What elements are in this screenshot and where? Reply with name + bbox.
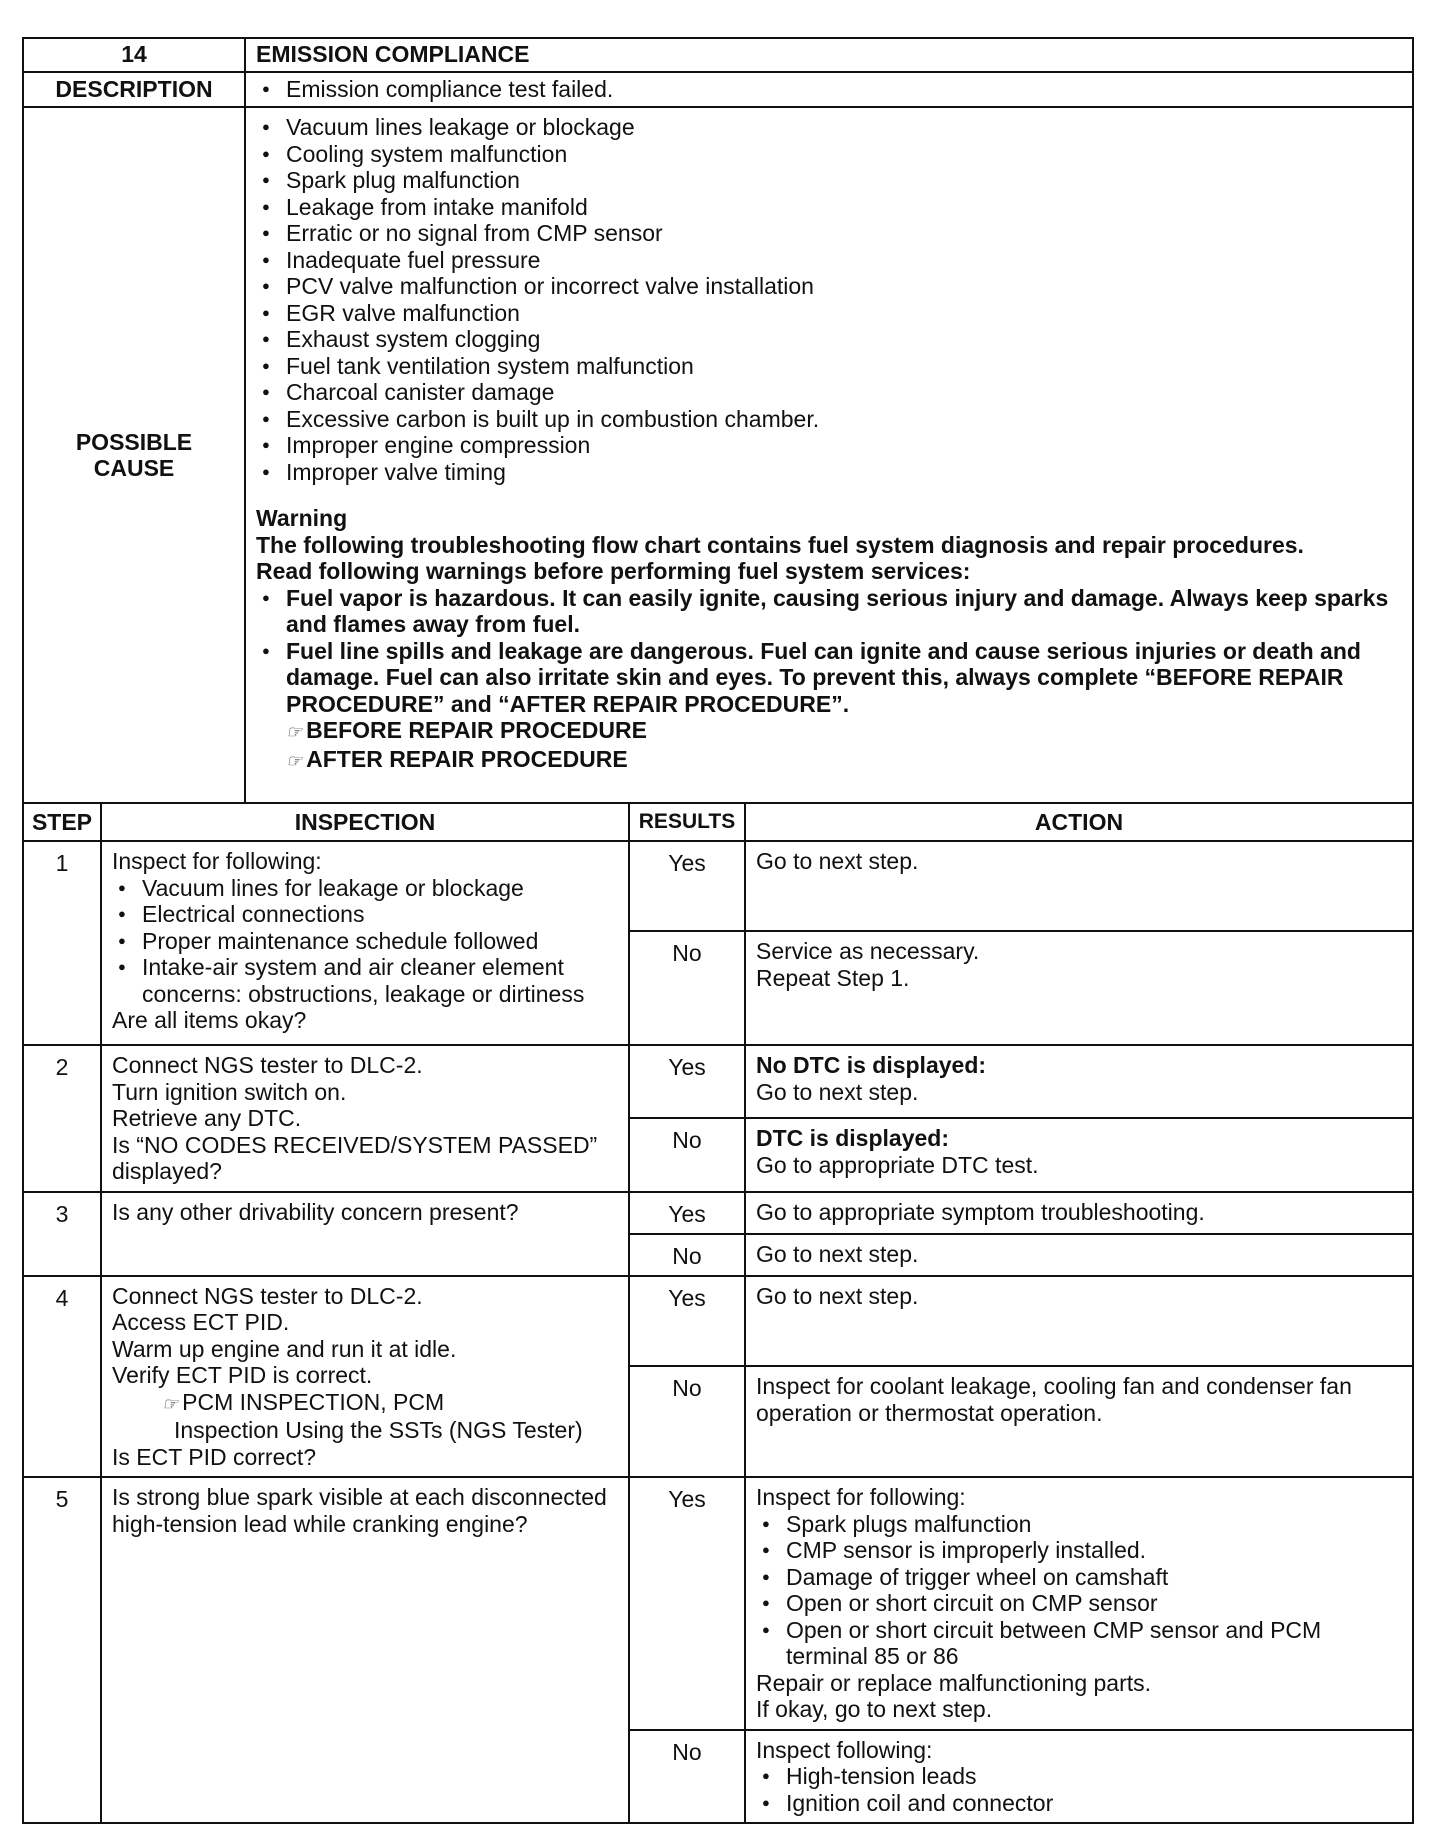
- action-item: ● Ignition coil and connector: [756, 1790, 1402, 1817]
- step-row: [23, 1477, 1413, 1730]
- inspection-list: [112, 875, 618, 1008]
- action-item: ● Open or short circuit on CMP sensor: [756, 1590, 1402, 1617]
- step-number: 2: [23, 1045, 101, 1192]
- description-list: [256, 76, 1402, 103]
- action-no: Inspect for coolant leakage, cooling fan and condenser fan operation or thermostat operation.: [745, 1366, 1413, 1477]
- result-no: No: [629, 931, 745, 1045]
- cause-item: ● Cooling system malfunction: [256, 141, 1402, 168]
- action-item: ● High-tension leads: [756, 1763, 1402, 1790]
- result-no: No: [629, 1118, 745, 1191]
- cause-item: ● Inadequate fuel pressure: [256, 247, 1402, 274]
- result-yes: Yes: [629, 841, 745, 931]
- step-header: STEP: [23, 804, 101, 841]
- step-inspection: Connect NGS tester to DLC-2. Turn ignition switch on. Retrieve any DTC. Is “NO CODES RECEIVED/SYSTEM PASSED” displayed?: [101, 1045, 629, 1192]
- cause-item: ● Charcoal canister damage: [256, 379, 1402, 406]
- warning-item: ● Fuel line spills and leakage are dangerous. Fuel can ignite and cause serious injuries or death and damage. Fuel can also irritate skin and eyes. To prevent this, always complete “BEFORE REPAIR PROCEDURE” and “AFTER REPAIR PROCEDURE”.: [256, 638, 1402, 718]
- result-yes: Yes: [629, 1045, 745, 1118]
- step-number: 1: [23, 841, 101, 1045]
- cause-item: ● EGR valve malfunction: [256, 300, 1402, 327]
- step-row: [23, 1276, 1413, 1367]
- inspection-header: INSPECTION: [101, 804, 629, 841]
- pcm-inspection-link[interactable]: ☞ PCM INSPECTION, PCM: [162, 1388, 445, 1415]
- step-number: 4: [23, 1276, 101, 1478]
- cause-item: ● Excessive carbon is built up in combustion chamber.: [256, 406, 1402, 433]
- cause-item: ● Spark plug malfunction: [256, 167, 1402, 194]
- action-yes: Inspect for following: ● Spark plugs malfunction ● CMP sensor is improperly installed. ● Damage of trigger wheel on camshaft ● Open or short circuit on CMP sensor ● Open or short circuit between CMP sensor and PCM terminal 85 or 86 Repair or replace malfunctioning parts. If okay, go to next step.: [745, 1477, 1413, 1730]
- inspection-item: ● Intake-air system and air cleaner element concerns: obstructions, leakage or dirtiness: [112, 954, 618, 1007]
- cause-item: ● Improper valve timing: [256, 459, 1402, 486]
- action-yes: Go to next step.: [745, 1276, 1413, 1367]
- after-repair-link[interactable]: ☞ AFTER REPAIR PROCEDURE: [286, 745, 628, 772]
- action-no: Go to next step.: [745, 1234, 1413, 1276]
- action-no: Inspect following: ● High-tension leads ● Ignition coil and connector: [745, 1730, 1413, 1824]
- step-number: 3: [23, 1192, 101, 1276]
- possible-cause-label: POSSIBLE CAUSE: [23, 107, 245, 803]
- action-item: ● Open or short circuit between CMP sensor and PCM terminal 85 or 86: [756, 1617, 1402, 1670]
- warning-line: Read following warnings before performing fuel system services:: [256, 558, 971, 584]
- procedure-title: EMISSION COMPLIANCE: [245, 38, 1413, 72]
- reference-hand-icon: ☞: [286, 750, 303, 771]
- step-number: 5: [23, 1477, 101, 1823]
- action-yes: Go to appropriate symptom troubleshooting.: [745, 1192, 1413, 1234]
- action-no: DTC is displayed: Go to appropriate DTC test.: [745, 1118, 1413, 1191]
- possible-cause-row: [23, 107, 1413, 803]
- troubleshooting-page: [22, 37, 1414, 1824]
- step-inspection: Is strong blue spark visible at each disconnected high-tension lead while cranking engine?: [101, 1477, 629, 1823]
- step-inspection: Connect NGS tester to DLC-2. Access ECT PID. Warm up engine and run it at idle. Verify ECT PID is correct. ☞ PCM INSPECTION, PCM Inspection Using the SSTs (NGS Tester) Is ECT PID correct?: [101, 1276, 629, 1478]
- description-item: ● Emission compliance test failed.: [256, 76, 1402, 103]
- results-header: RESULTS: [629, 804, 745, 841]
- reference-hand-icon: ☞: [286, 722, 303, 742]
- reference-hand-icon: ☞: [162, 1393, 179, 1414]
- action-item: ● Spark plugs malfunction: [756, 1511, 1402, 1538]
- cause-item: ● PCV valve malfunction or incorrect valve installation: [256, 273, 1402, 300]
- cause-item: ● Improper engine compression: [256, 432, 1402, 459]
- description-label: DESCRIPTION: [23, 72, 245, 107]
- cause-item: ● Fuel tank ventilation system malfunction: [256, 353, 1402, 380]
- step-row: [23, 841, 1413, 931]
- warning-title: Warning: [256, 505, 348, 531]
- warning-item: ● Fuel vapor is hazardous. It can easily ignite, causing serious injury and damage. Always keep sparks and flames away from fuel.: [256, 585, 1402, 638]
- action-yes: No DTC is displayed: Go to next step.: [745, 1045, 1413, 1118]
- action-header: ACTION: [745, 804, 1413, 841]
- cause-item: ● Leakage from intake manifold: [256, 194, 1402, 221]
- steps-header-row: [23, 804, 1413, 841]
- step-row: [23, 1192, 1413, 1234]
- action-no: Service as necessary. Repeat Step 1.: [745, 931, 1413, 1045]
- inspection-item: ● Proper maintenance schedule followed: [112, 928, 618, 955]
- result-yes: Yes: [629, 1192, 745, 1234]
- warning-block: [256, 505, 1402, 774]
- result-yes: Yes: [629, 1477, 745, 1730]
- step-inspection: Is any other drivability concern present?: [101, 1192, 629, 1276]
- action-item: ● Damage of trigger wheel on camshaft: [756, 1564, 1402, 1591]
- title-row: [23, 38, 1413, 72]
- inspection-item: ● Electrical connections: [112, 901, 618, 928]
- action-item: ● CMP sensor is improperly installed.: [756, 1537, 1402, 1564]
- action-list: [756, 1763, 1402, 1816]
- cause-item: ● Erratic or no signal from CMP sensor: [256, 220, 1402, 247]
- inspection-item: ● Vacuum lines for leakage or blockage: [112, 875, 618, 902]
- action-yes: Go to next step.: [745, 841, 1413, 931]
- warning-line: The following troubleshooting flow chart contains fuel system diagnosis and repair procedures.: [256, 531, 1304, 558]
- result-yes: Yes: [629, 1276, 745, 1367]
- steps-table: [22, 804, 1414, 1824]
- procedure-number: 14: [23, 38, 245, 72]
- step-row: [23, 1045, 1413, 1118]
- cause-item: ● Vacuum lines leakage or blockage: [256, 114, 1402, 141]
- step-inspection: Inspect for following: ● Vacuum lines for leakage or blockage ● Electrical connections ● Proper maintenance schedule followed ● Intake-air system and air cleaner element concerns: obstructions, leakage or dirtiness Are all items okay?: [101, 841, 629, 1045]
- cause-item: ● Exhaust system clogging: [256, 326, 1402, 353]
- result-no: No: [629, 1730, 745, 1824]
- result-no: No: [629, 1366, 745, 1477]
- result-no: No: [629, 1234, 745, 1276]
- description-row: [23, 72, 1413, 107]
- action-list: [756, 1511, 1402, 1670]
- warning-list: [256, 585, 1402, 718]
- cause-list: [256, 114, 1402, 485]
- before-repair-link[interactable]: ☞ BEFORE REPAIR PROCEDURE: [286, 717, 647, 743]
- header-table: [22, 37, 1414, 804]
